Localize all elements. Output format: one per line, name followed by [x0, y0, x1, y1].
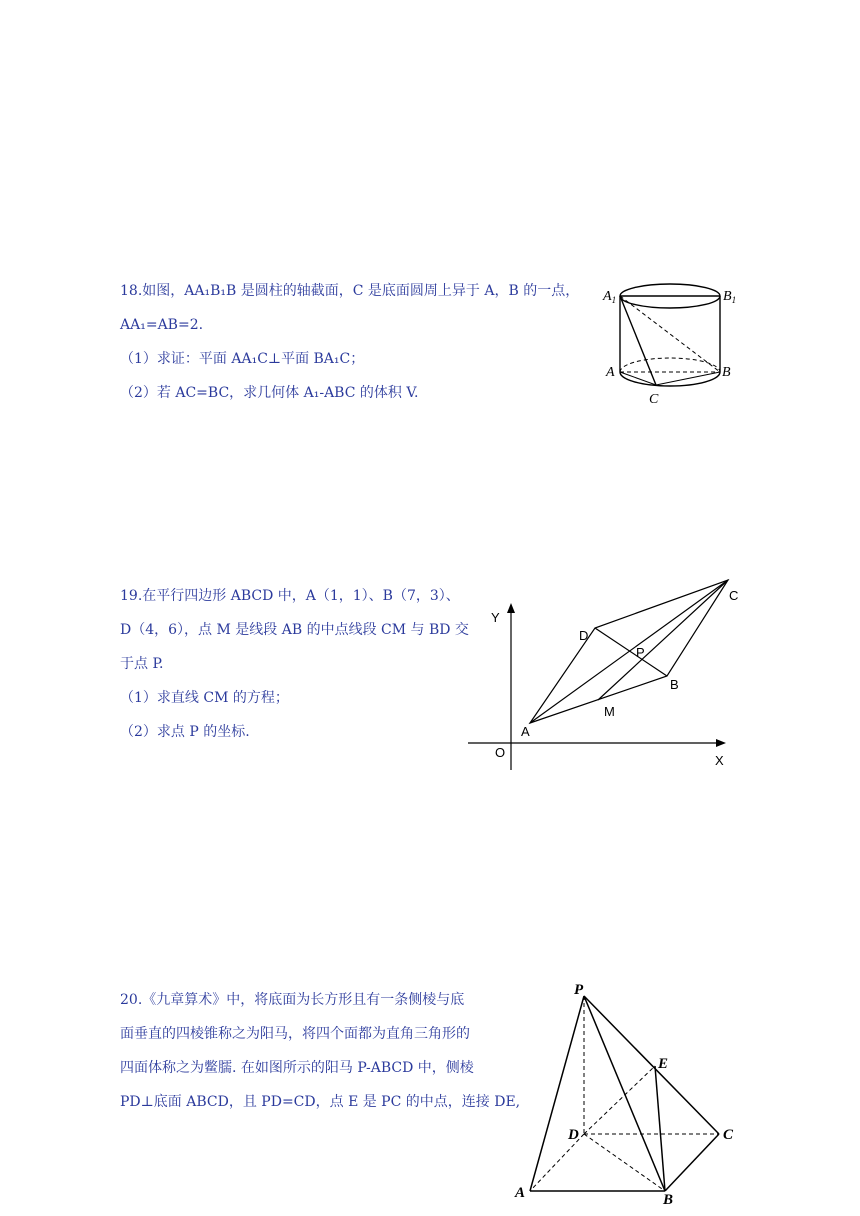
label-p: P	[636, 645, 645, 660]
label-b: B	[670, 677, 679, 692]
x-axis-arrow	[716, 739, 726, 747]
label-d: D	[568, 1127, 579, 1143]
edge-p-c	[584, 996, 719, 1134]
label-c: C	[649, 392, 659, 407]
q20-line-4: PD⊥底面 ABCD，且 PD=CD，点 E 是 PC 的中点，连接 DE,	[120, 1094, 521, 1110]
edge-p-a	[530, 996, 584, 1191]
question-18	[120, 274, 579, 410]
label-c: C	[723, 1127, 734, 1143]
parallelogram-figure	[460, 570, 740, 775]
question-20	[120, 983, 520, 1119]
label-d: D	[579, 628, 589, 643]
q19-line-4: （1）求直线 CM 的方程；	[120, 690, 289, 706]
q18-line-3: （1）求证：平面 AA₁C⊥平面 BA₁C；	[120, 351, 365, 367]
cylinder-bottom-front-arc	[620, 372, 720, 386]
q20-line-3: 四面体称之为鳖臑. 在如图所示的阳马 P-ABCD 中，侧棱	[120, 1060, 474, 1076]
q19-line-1: 19.在平行四边形 ABCD 中，A（1，1）、B（7，3）、	[120, 588, 460, 604]
segment-a-c	[530, 580, 728, 723]
label-b: B	[722, 365, 731, 380]
label-e: E	[658, 1056, 669, 1072]
label-b1: $B_1$	[723, 289, 737, 305]
label-y: Y	[491, 610, 500, 625]
label-a: A	[521, 724, 530, 739]
label-b: B	[663, 1192, 674, 1208]
segment-b-c	[656, 372, 720, 385]
segment-c-m	[598, 580, 728, 700]
question-19	[120, 579, 469, 749]
label-x: X	[715, 753, 724, 768]
cylinder-figure	[600, 272, 750, 412]
label-a: A	[606, 365, 615, 380]
q19-line-3: 于点 P.	[120, 656, 164, 672]
y-axis-arrow	[507, 603, 515, 613]
label-a1: $A_1$	[603, 289, 617, 305]
q19-line-2: D（4，6），点 M 是线段 AB 的中点线段 CM 与 BD 交	[120, 622, 469, 638]
label-o: O	[495, 745, 506, 760]
label-c: C	[729, 588, 739, 603]
q18-line-4: （2）若 AC=BC，求几何体 A₁-ABC 的体积 V.	[120, 385, 419, 401]
q20-line-2: 面垂直的四棱锥称之为阳马，将四个面都为直角三角形的	[120, 1026, 470, 1042]
label-p: P	[574, 982, 584, 998]
label-m: M	[604, 704, 615, 719]
edge-p-b	[584, 996, 665, 1191]
label-a: A	[515, 1185, 526, 1201]
edge-b-c	[665, 1134, 719, 1191]
q19-line-5: （2）求点 P 的坐标.	[120, 724, 250, 740]
pyramid-figure	[512, 980, 747, 1210]
q20-line-1: 20.《九章算术》中，将底面为长方形且有一条侧棱与底	[120, 992, 465, 1008]
q18-line-1: 18.如图，AA₁B₁B 是圆柱的轴截面，C 是底面圆周上异于 A，B 的一点，	[120, 283, 580, 299]
q18-line-2: AA₁=AB=2.	[120, 317, 204, 333]
